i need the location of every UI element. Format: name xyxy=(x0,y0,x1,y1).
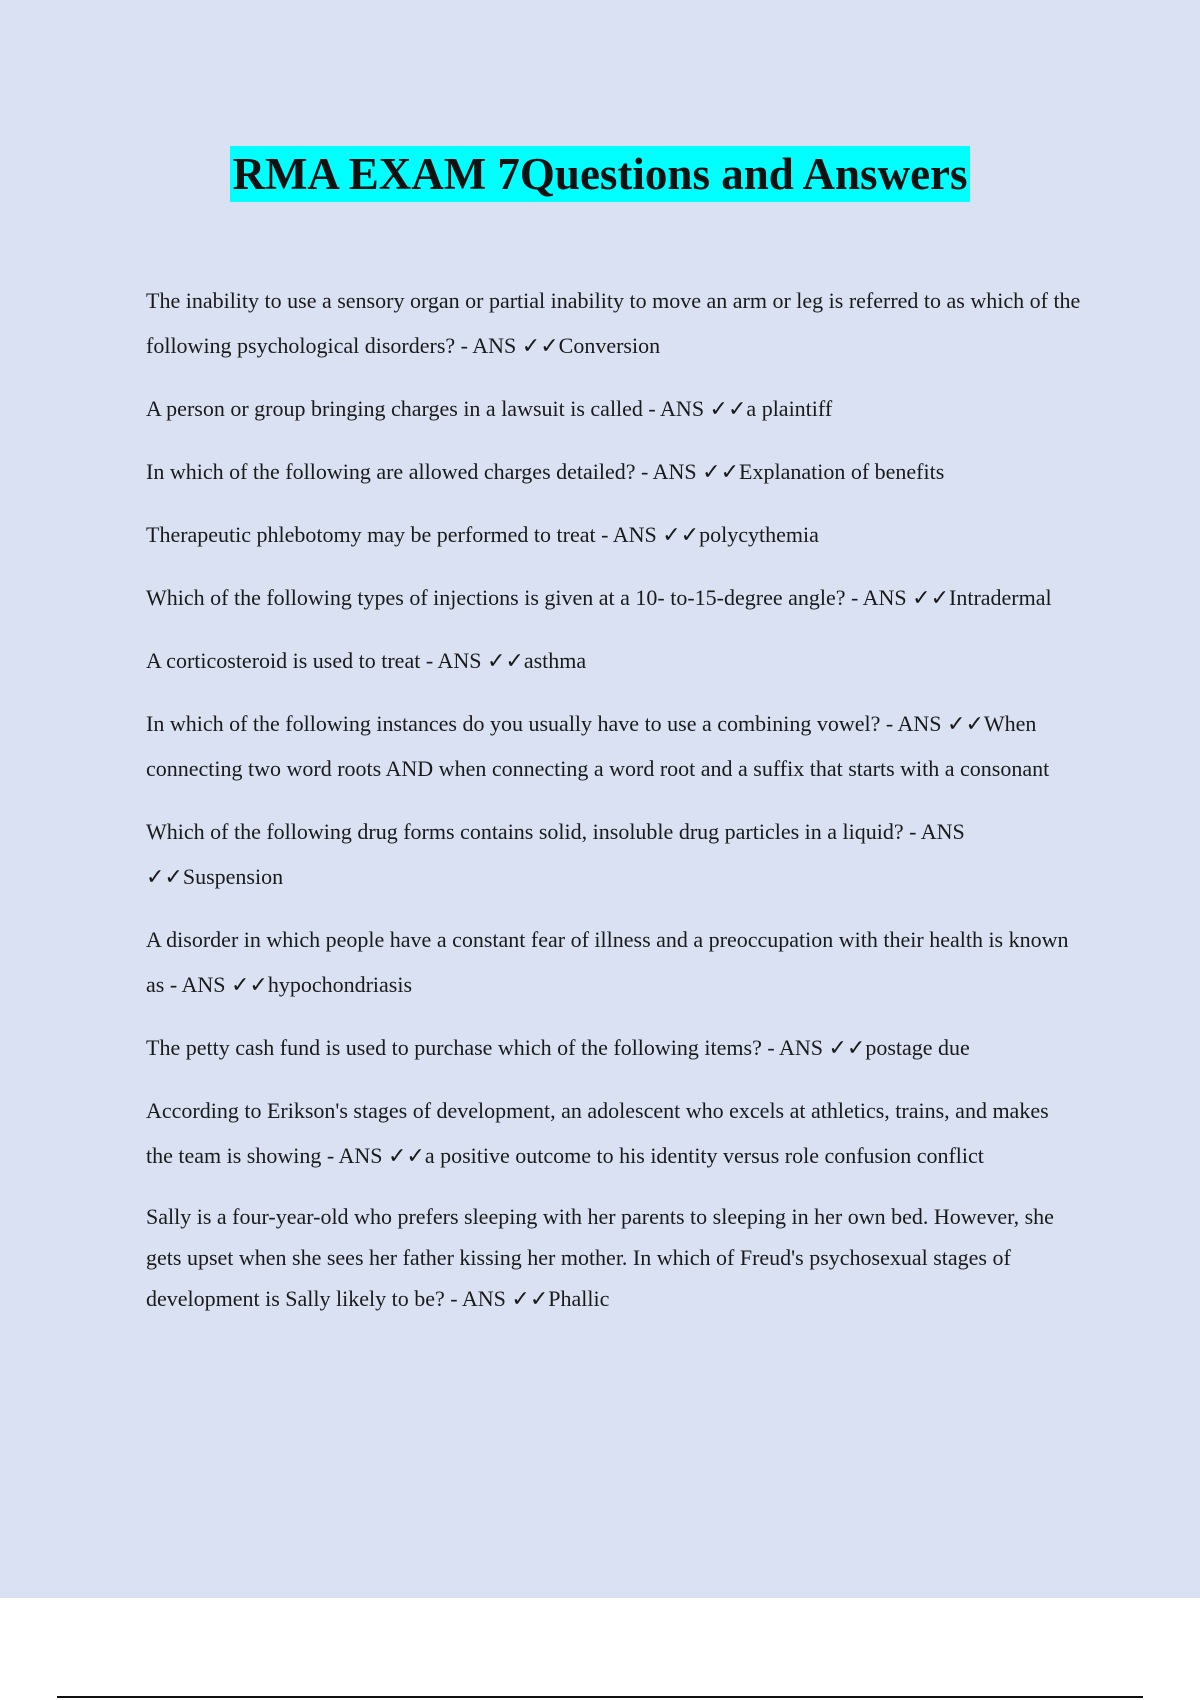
footer-divider xyxy=(57,1696,1143,1698)
qa-item-12: Sally is a four-year-old who prefers sleeping with her parents to sleeping in her own bed. However, she gets upset when she sees her father kissing her mother. In which of Freud's psychosexual stages of development is Sally likely to be? - ANS ✓✓Phallic xyxy=(146,1204,1054,1311)
page-title: RMA EXAM 7Questions and Answers xyxy=(230,146,969,202)
qa-item-1: The inability to use a sensory organ or partial inability to move an arm or leg is referred to as which of the following psychological disorders? - ANS ✓✓Conversion xyxy=(146,288,1081,358)
qa-item-10: The petty cash fund is used to purchase which of the following items? - ANS ✓✓postage due xyxy=(146,1035,970,1060)
title-container xyxy=(0,146,1200,202)
qa-list xyxy=(146,278,1081,1337)
qa-item-5: Which of the following types of injections is given at a 10- to-15-degree angle? - ANS ✓✓Intradermal xyxy=(146,585,1052,610)
qa-item-11: According to Erikson's stages of development, an adolescent who excels at athletics, trains, and makes the team is showing - ANS ✓✓a positive outcome to his identity versus role confusion conflict xyxy=(146,1098,1049,1168)
qa-item-4: Therapeutic phlebotomy may be performed to treat - ANS ✓✓polycythemia xyxy=(146,522,819,547)
qa-item-8: Which of the following drug forms contains solid, insoluble drug particles in a liquid? - ANS ✓✓Suspension xyxy=(146,819,965,889)
qa-item-2: A person or group bringing charges in a lawsuit is called - ANS ✓✓a plaintiff xyxy=(146,396,833,421)
qa-item-6: A corticosteroid is used to treat - ANS ✓✓asthma xyxy=(146,648,587,673)
qa-item-9: A disorder in which people have a constant fear of illness and a preoccupation with their health is known as - ANS ✓✓hypochondriasis xyxy=(146,927,1069,997)
qa-item-3: In which of the following are allowed charges detailed? - ANS ✓✓Explanation of benefits xyxy=(146,459,945,484)
qa-item-7: In which of the following instances do you usually have to use a combining vowel? - ANS ✓✓When connecting two word roots AND when connecting a word root and a suffix that starts with a consonant xyxy=(146,711,1050,781)
